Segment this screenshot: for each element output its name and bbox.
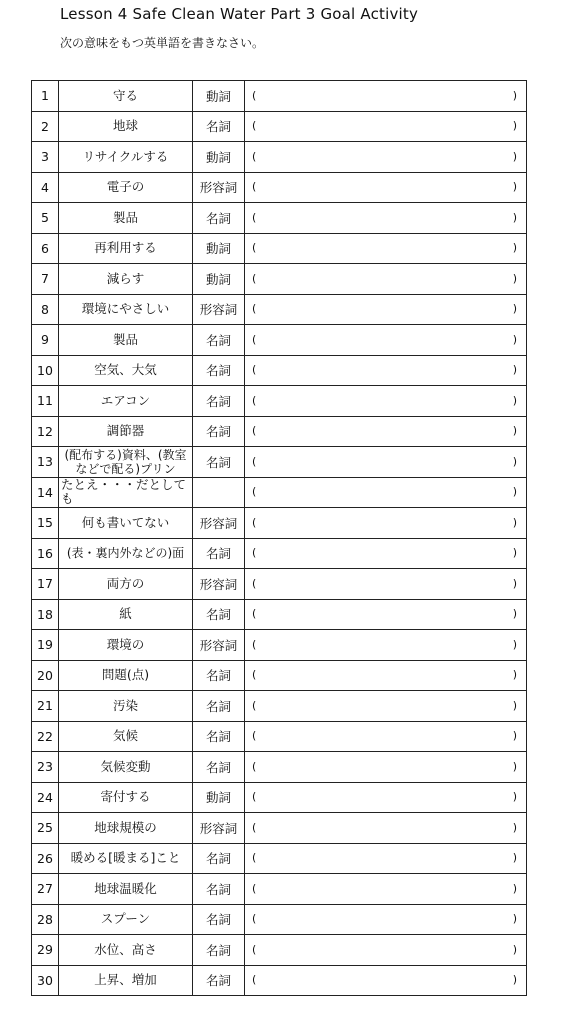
answer-field[interactable] — [245, 538, 527, 569]
answer-field[interactable] — [245, 691, 527, 722]
answer-field[interactable] — [245, 599, 527, 630]
answer-field[interactable] — [245, 233, 527, 264]
vocab-row — [32, 355, 527, 386]
close-paren: ) — [512, 698, 517, 712]
row-number: 19 — [32, 630, 59, 661]
answer-field[interactable] — [245, 782, 527, 813]
close-paren: ) — [512, 637, 517, 651]
open-paren: ( — [252, 119, 257, 133]
part-of-speech: 名詞 — [193, 721, 245, 752]
answer-field[interactable] — [245, 752, 527, 783]
japanese-meaning: たとえ・・・だとしても — [59, 477, 193, 508]
japanese-meaning: 気候 — [59, 721, 193, 752]
open-paren: ( — [252, 424, 257, 438]
vocab-row — [32, 691, 527, 722]
answer-field[interactable] — [245, 508, 527, 539]
answer-field[interactable] — [245, 813, 527, 844]
close-paren: ) — [512, 820, 517, 834]
open-paren: ( — [252, 149, 257, 163]
row-number: 17 — [32, 569, 59, 600]
vocab-row — [32, 294, 527, 325]
japanese-meaning: リサイクルする — [59, 142, 193, 173]
part-of-speech: 名詞 — [193, 874, 245, 905]
close-paren: ) — [512, 424, 517, 438]
part-of-speech: 名詞 — [193, 691, 245, 722]
answer-field[interactable] — [245, 81, 527, 112]
japanese-meaning: エアコン — [59, 386, 193, 417]
vocab-row — [32, 325, 527, 356]
row-number: 18 — [32, 599, 59, 630]
open-paren: ( — [252, 454, 257, 468]
japanese-meaning: 気候変動 — [59, 752, 193, 783]
row-number: 24 — [32, 782, 59, 813]
answer-field[interactable] — [245, 172, 527, 203]
row-number: 4 — [32, 172, 59, 203]
open-paren: ( — [252, 332, 257, 346]
japanese-meaning: 再利用する — [59, 233, 193, 264]
open-paren: ( — [252, 729, 257, 743]
vocab-row — [32, 721, 527, 752]
close-paren: ) — [512, 485, 517, 499]
part-of-speech: 名詞 — [193, 111, 245, 142]
close-paren: ) — [512, 942, 517, 956]
part-of-speech: 名詞 — [193, 660, 245, 691]
open-paren: ( — [252, 88, 257, 102]
open-paren: ( — [252, 668, 257, 682]
answer-field[interactable] — [245, 477, 527, 508]
part-of-speech: 名詞 — [193, 203, 245, 234]
close-paren: ) — [512, 119, 517, 133]
vocab-row — [32, 386, 527, 417]
vocab-row — [32, 813, 527, 844]
close-paren: ) — [512, 973, 517, 987]
vocab-row — [32, 904, 527, 935]
vocab-row — [32, 477, 527, 508]
close-paren: ) — [512, 759, 517, 773]
japanese-meaning: 調節器 — [59, 416, 193, 447]
close-paren: ) — [512, 454, 517, 468]
row-number: 16 — [32, 538, 59, 569]
vocab-row — [32, 233, 527, 264]
close-paren: ) — [512, 332, 517, 346]
close-paren: ) — [512, 241, 517, 255]
row-number: 10 — [32, 355, 59, 386]
japanese-meaning: 製品 — [59, 325, 193, 356]
vocab-row — [32, 874, 527, 905]
open-paren: ( — [252, 637, 257, 651]
answer-field[interactable] — [245, 630, 527, 661]
vocab-row — [32, 416, 527, 447]
vocab-row — [32, 660, 527, 691]
close-paren: ) — [512, 302, 517, 316]
answer-field[interactable] — [245, 203, 527, 234]
vocab-row — [32, 630, 527, 661]
part-of-speech: 名詞 — [193, 355, 245, 386]
open-paren: ( — [252, 607, 257, 621]
row-number: 11 — [32, 386, 59, 417]
row-number: 20 — [32, 660, 59, 691]
answer-field[interactable] — [245, 416, 527, 447]
part-of-speech: 形容詞 — [193, 172, 245, 203]
close-paren: ) — [512, 607, 517, 621]
part-of-speech: 形容詞 — [193, 294, 245, 325]
row-number: 29 — [32, 935, 59, 966]
japanese-meaning: 地球 — [59, 111, 193, 142]
open-paren: ( — [252, 942, 257, 956]
japanese-meaning: (配布する)資料、(教室などで配る)プリン — [59, 447, 193, 478]
answer-field[interactable] — [245, 721, 527, 752]
japanese-meaning: 暖める[暖まる]こと — [59, 843, 193, 874]
close-paren: ) — [512, 729, 517, 743]
answer-field[interactable] — [245, 142, 527, 173]
japanese-meaning: 電子の — [59, 172, 193, 203]
close-paren: ) — [512, 851, 517, 865]
close-paren: ) — [512, 912, 517, 926]
part-of-speech: 動詞 — [193, 142, 245, 173]
open-paren: ( — [252, 241, 257, 255]
vocab-row — [32, 447, 527, 478]
vocab-row — [32, 508, 527, 539]
close-paren: ) — [512, 88, 517, 102]
vocab-row — [32, 965, 527, 996]
part-of-speech: 形容詞 — [193, 630, 245, 661]
vocab-row — [32, 752, 527, 783]
part-of-speech: 名詞 — [193, 447, 245, 478]
part-of-speech — [193, 477, 245, 508]
japanese-meaning: (表・裏内外などの)面 — [59, 538, 193, 569]
row-number: 27 — [32, 874, 59, 905]
close-paren: ) — [512, 546, 517, 560]
vocab-row — [32, 538, 527, 569]
japanese-meaning: 減らす — [59, 264, 193, 295]
open-paren: ( — [252, 210, 257, 224]
row-number: 6 — [32, 233, 59, 264]
row-number: 12 — [32, 416, 59, 447]
answer-field[interactable] — [245, 874, 527, 905]
part-of-speech: 形容詞 — [193, 508, 245, 539]
answer-field[interactable] — [245, 294, 527, 325]
japanese-meaning: 製品 — [59, 203, 193, 234]
answer-field[interactable] — [245, 904, 527, 935]
part-of-speech: 名詞 — [193, 904, 245, 935]
vocab-row — [32, 569, 527, 600]
close-paren: ) — [512, 271, 517, 285]
close-paren: ) — [512, 515, 517, 529]
answer-field[interactable] — [245, 325, 527, 356]
row-number: 30 — [32, 965, 59, 996]
open-paren: ( — [252, 271, 257, 285]
row-number: 2 — [32, 111, 59, 142]
open-paren: ( — [252, 302, 257, 316]
row-number: 1 — [32, 81, 59, 112]
japanese-meaning: 汚染 — [59, 691, 193, 722]
vocab-row — [32, 111, 527, 142]
open-paren: ( — [252, 393, 257, 407]
answer-field[interactable] — [245, 660, 527, 691]
answer-field[interactable] — [245, 111, 527, 142]
close-paren: ) — [512, 576, 517, 590]
japanese-meaning: 環境にやさしい — [59, 294, 193, 325]
japanese-meaning: 何も書いてない — [59, 508, 193, 539]
row-number: 9 — [32, 325, 59, 356]
vocabulary-table — [31, 80, 527, 996]
close-paren: ) — [512, 180, 517, 194]
close-paren: ) — [512, 363, 517, 377]
row-number: 21 — [32, 691, 59, 722]
japanese-meaning: 空気、大気 — [59, 355, 193, 386]
row-number: 7 — [32, 264, 59, 295]
vocab-row — [32, 264, 527, 295]
japanese-meaning: 紙 — [59, 599, 193, 630]
japanese-meaning: 地球温暖化 — [59, 874, 193, 905]
vocab-row — [32, 81, 527, 112]
row-number: 22 — [32, 721, 59, 752]
answer-field[interactable] — [245, 264, 527, 295]
japanese-meaning: 守る — [59, 81, 193, 112]
part-of-speech: 動詞 — [193, 81, 245, 112]
close-paren: ) — [512, 790, 517, 804]
row-number: 25 — [32, 813, 59, 844]
part-of-speech: 名詞 — [193, 965, 245, 996]
part-of-speech: 名詞 — [193, 935, 245, 966]
open-paren: ( — [252, 576, 257, 590]
close-paren: ) — [512, 149, 517, 163]
vocab-row — [32, 935, 527, 966]
part-of-speech: 名詞 — [193, 752, 245, 783]
open-paren: ( — [252, 820, 257, 834]
open-paren: ( — [252, 759, 257, 773]
close-paren: ) — [512, 393, 517, 407]
part-of-speech: 名詞 — [193, 538, 245, 569]
open-paren: ( — [252, 881, 257, 895]
japanese-meaning: 上昇、増加 — [59, 965, 193, 996]
vocab-row — [32, 782, 527, 813]
japanese-meaning: 問題(点) — [59, 660, 193, 691]
part-of-speech: 名詞 — [193, 843, 245, 874]
answer-field[interactable] — [245, 843, 527, 874]
row-number: 28 — [32, 904, 59, 935]
row-number: 26 — [32, 843, 59, 874]
close-paren: ) — [512, 881, 517, 895]
vocab-row — [32, 203, 527, 234]
japanese-meaning: 環境の — [59, 630, 193, 661]
row-number: 14 — [32, 477, 59, 508]
vocab-row — [32, 172, 527, 203]
japanese-meaning: 地球規模の — [59, 813, 193, 844]
vocabulary-table-body — [32, 81, 527, 996]
instruction-text: 次の意味をもつ英単語を書きなさい。 — [60, 36, 265, 50]
japanese-meaning: 両方の — [59, 569, 193, 600]
open-paren: ( — [252, 515, 257, 529]
open-paren: ( — [252, 912, 257, 926]
japanese-meaning: スプーン — [59, 904, 193, 935]
row-number: 5 — [32, 203, 59, 234]
open-paren: ( — [252, 698, 257, 712]
part-of-speech: 名詞 — [193, 599, 245, 630]
vocab-row — [32, 142, 527, 173]
close-paren: ) — [512, 210, 517, 224]
open-paren: ( — [252, 790, 257, 804]
worksheet-title: Lesson 4 Safe Clean Water Part 3 Goal Activity — [60, 5, 419, 23]
part-of-speech: 形容詞 — [193, 569, 245, 600]
answer-field[interactable] — [245, 386, 527, 417]
row-number: 8 — [32, 294, 59, 325]
japanese-meaning: 寄付する — [59, 782, 193, 813]
vocab-row — [32, 843, 527, 874]
part-of-speech: 動詞 — [193, 782, 245, 813]
row-number: 3 — [32, 142, 59, 173]
part-of-speech: 名詞 — [193, 386, 245, 417]
answer-field[interactable] — [245, 935, 527, 966]
part-of-speech: 形容詞 — [193, 813, 245, 844]
open-paren: ( — [252, 851, 257, 865]
part-of-speech: 動詞 — [193, 264, 245, 295]
row-number: 13 — [32, 447, 59, 478]
open-paren: ( — [252, 546, 257, 560]
part-of-speech: 動詞 — [193, 233, 245, 264]
answer-field[interactable] — [245, 447, 527, 478]
answer-field[interactable] — [245, 965, 527, 996]
open-paren: ( — [252, 180, 257, 194]
part-of-speech: 名詞 — [193, 416, 245, 447]
open-paren: ( — [252, 363, 257, 377]
row-number: 23 — [32, 752, 59, 783]
answer-field[interactable] — [245, 355, 527, 386]
vocab-row — [32, 599, 527, 630]
row-number: 15 — [32, 508, 59, 539]
answer-field[interactable] — [245, 569, 527, 600]
open-paren: ( — [252, 485, 257, 499]
japanese-meaning: 水位、高さ — [59, 935, 193, 966]
part-of-speech: 名詞 — [193, 325, 245, 356]
open-paren: ( — [252, 973, 257, 987]
close-paren: ) — [512, 668, 517, 682]
